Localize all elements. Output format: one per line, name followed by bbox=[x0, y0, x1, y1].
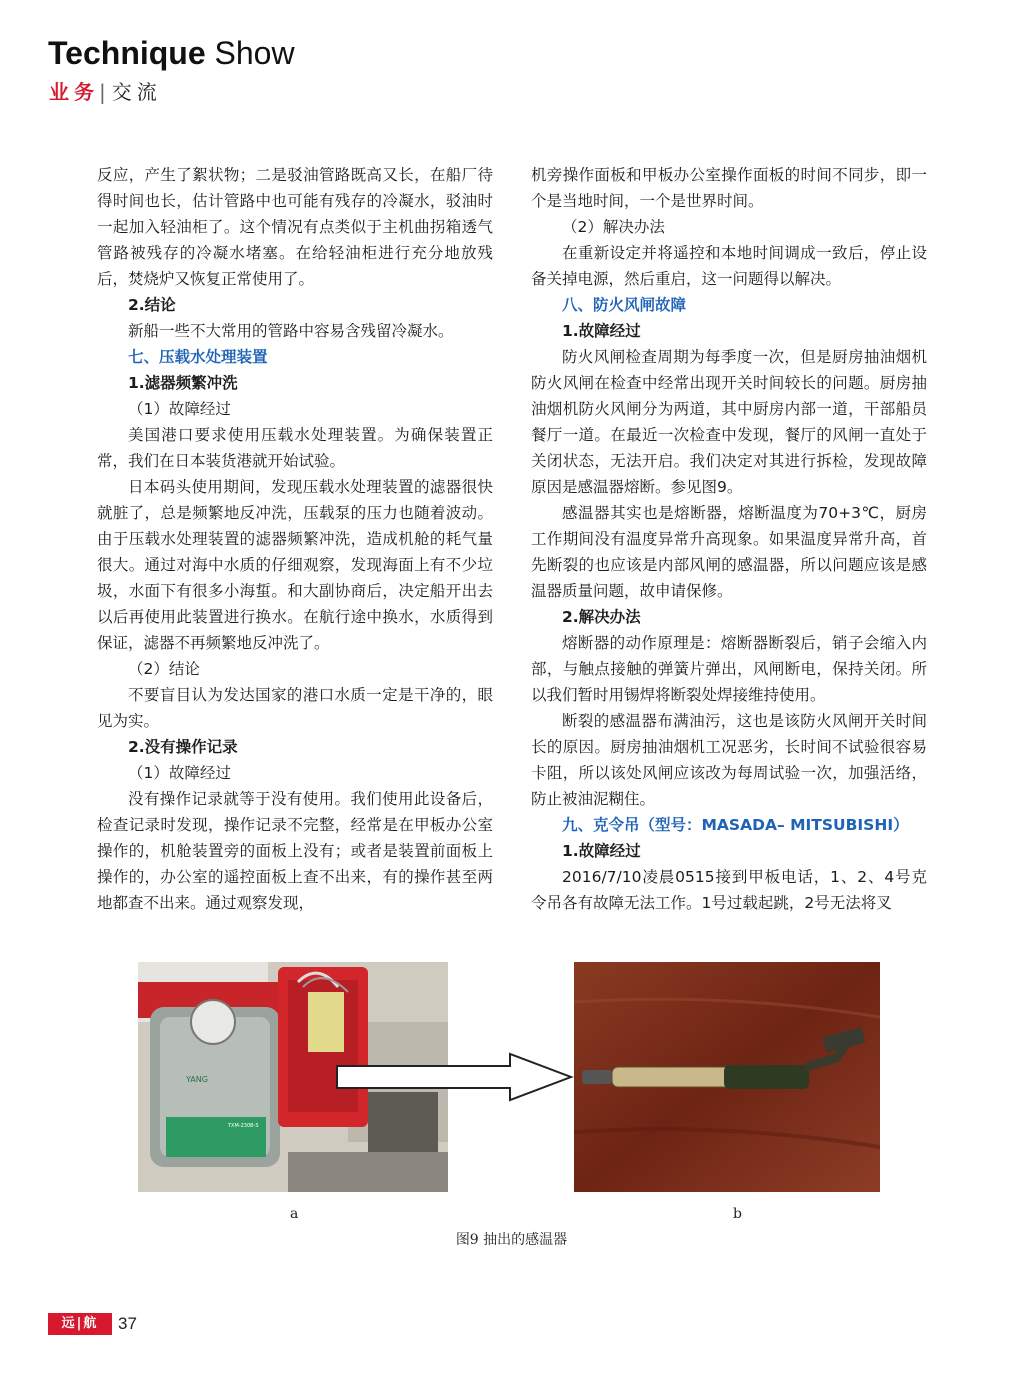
paragraph: 日本码头使用期间，发现压载水处理装置的滤器很快就脏了，总是频繁地反冲洗，压载泵的压力也随着波动。由于压载水处理装置的滤器频繁冲洗，造成机舱的耗气量很大。通过对海中水质的仔细观察，发现海面上有不少垃圾，水面下有很多小海蜇。和大副协商后，决定船开出去以后再使用此装置进行换水。在航行途中换水，水质得到保证，滤器不再频繁地反冲洗了。 bbox=[97, 478, 493, 652]
subheading: 2.解决办法 bbox=[562, 608, 641, 626]
paragraph: 新船一些不大常用的管路中容易含残留冷凝水。 bbox=[128, 322, 454, 340]
paragraph: （1）故障经过 bbox=[128, 400, 231, 418]
figure-label-b: b bbox=[733, 1206, 742, 1222]
paragraph: （2）解决办法 bbox=[562, 218, 665, 236]
subheading: 1.滤器频繁冲洗 bbox=[128, 374, 238, 392]
device-label: YANG bbox=[186, 1075, 208, 1084]
subheading: 1.故障经过 bbox=[562, 322, 641, 340]
subheading: 2.没有操作记录 bbox=[128, 738, 238, 756]
figure-b-photo bbox=[574, 962, 880, 1192]
arrow-icon bbox=[335, 1052, 575, 1102]
header-title-light: Show bbox=[214, 35, 295, 71]
paragraph: 感温器其实也是熔断器，熔断温度为70+3℃，厨房工作期间没有温度异常升高现象。如果温度异常升高，首先断裂的也应该是内部风闸的感温器，所以问题应该是感温器质量问题，故申请保修。 bbox=[531, 504, 927, 600]
header-title bbox=[48, 33, 295, 73]
figure-b-illustration bbox=[574, 962, 880, 1192]
section-label-black: 交流 bbox=[111, 80, 162, 104]
paragraph: 2016/7/10凌晨0515接到甲板电话，1、2、4号克令吊各有故障无法工作。1号过载起跳，2号无法将叉 bbox=[531, 868, 927, 912]
magazine-badge: 远|航 bbox=[48, 1313, 112, 1335]
left-column bbox=[97, 162, 493, 916]
paragraph: 熔断器的动作原理是：熔断器断裂后，销子会缩入内部，与触点接触的弹簧片弹出，风闸断电，保持关闭。所以我们暂时用锡焊将断裂处焊接维持使用。 bbox=[531, 634, 927, 704]
right-column bbox=[531, 162, 927, 916]
paragraph: 机旁操作面板和甲板办公室操作面板的时间不同步，即一个是当地时间，一个是世界时间。 bbox=[531, 166, 927, 210]
section-heading: 九、克令吊（型号：MASADA– MITSUBISHI） bbox=[562, 816, 909, 834]
paragraph: 在重新设定并将遥控和本地时间调成一致后，停止设备关掉电源，然后重启，这一问题得以解决。 bbox=[531, 244, 927, 288]
paragraph: 断裂的感温器布满油污，这也是该防火风闸开关时间长的原因。厨房抽油烟机工况恶劣，长时间不试验很容易卡阻，所以该处风闸应该改为每周试验一次，加强活络，防止被油泥糊住。 bbox=[531, 712, 927, 808]
section-label bbox=[49, 78, 162, 106]
section-heading: 七、压载水处理装置 bbox=[128, 348, 268, 366]
paragraph: 不要盲目认为发达国家的港口水质一定是干净的，眼见为实。 bbox=[97, 686, 493, 730]
paragraph: 没有操作记录就等于没有使用。我们使用此设备后，检查记录时发现，操作记录不完整，经常是在甲板办公室操作的，机舱装置旁的面板上没有；或者是装置前面板上操作的，办公室的遥控面板上查不出来，有的操作甚至两地都查不出来。通过观察发现， bbox=[97, 790, 493, 912]
subheading: 2.结论 bbox=[128, 296, 176, 314]
paragraph: （1）故障经过 bbox=[128, 764, 231, 782]
paragraph: （2）结论 bbox=[128, 660, 200, 678]
section-separator: | bbox=[99, 80, 106, 104]
subheading: 1.故障经过 bbox=[562, 842, 641, 860]
header-title-bold: Technique bbox=[48, 35, 206, 71]
page-number: 37 bbox=[118, 1314, 137, 1333]
section-heading: 八、防火风闸故障 bbox=[562, 296, 687, 314]
paragraph: 美国港口要求使用压载水处理装置。为确保装置正常，我们在日本装货港就开始试验。 bbox=[97, 426, 493, 470]
figure-label-a: a bbox=[290, 1206, 299, 1222]
paragraph: 防火风闸检查周期为每季度一次，但是厨房抽油烟机防火风闸在检查中经常出现开关时间较长的问题。厨房抽油烟机防火风闸分为两道，其中厨房内部一道，干部船员餐厅一道。在最近一次检查中发现，餐厅的风闸一直处于关闭状态，无法开启。我们决定对其进行拆检，发现故障原因是感温器熔断。参见图9。 bbox=[531, 348, 927, 496]
device-model: TXM-230B-S bbox=[228, 1123, 259, 1129]
section-label-red: 业务 bbox=[49, 80, 99, 104]
paragraph: 反应，产生了絮状物；二是驳油管路既高又长，在船厂待得时间也长，估计管路中也可能有残存的冷凝水，驳油时一起加入轻油柜了。这个情况有点类似于主机曲拐箱透气管路被残存的冷凝水堵塞。在给轻油柜进行充分地放残后，焚烧炉又恢复正常使用了。 bbox=[97, 166, 493, 288]
figure-caption: 图9 抽出的感温器 bbox=[455, 1232, 568, 1248]
